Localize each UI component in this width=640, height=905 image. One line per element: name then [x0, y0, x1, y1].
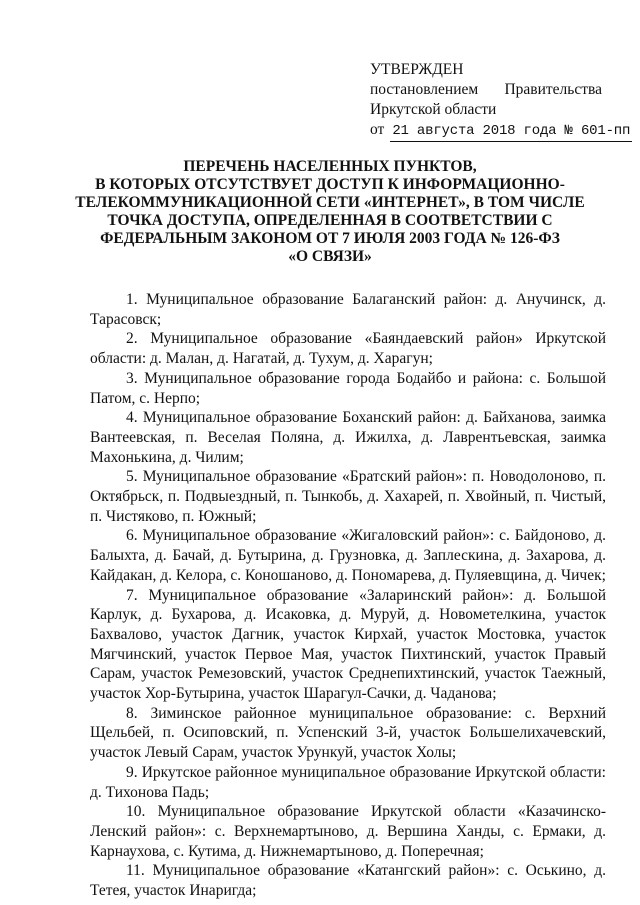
heading-line: В КОТОРЫХ ОТСУТСТВУЕТ ДОСТУП К ИНФОРМАЦИОННО-: [95, 176, 565, 193]
list-item: 9. Иркутское районное муниципальное образование Иркутской области: д. Тихонова Падь;: [90, 763, 606, 801]
approval-date-value: 21 августа 2018 года № 601-пп: [390, 121, 632, 142]
list-item: 7. Муниципальное образование «Заларинский район»: д. Большой Карлук, д. Бухарова, д. Исаковка, д. Муруй, д. Новометелкина, участок Бахвалово, участок Дагник, участок Кирхай, участок Мостовка, участок Мягчинский, участок Первое Мая, участок Пихтинский, участок Правый Сарам, участок Ремезовский, участок Среднепихтинский, участок Таежный, участок Хор-Бутырина, участок Шарагул-Сачки, д. Чаданова;: [90, 586, 606, 703]
approval-title: УТВЕРЖДЕН: [370, 61, 464, 78]
document-heading: [60, 158, 600, 266]
heading-line: ТОЧКА ДОСТУПА, ОПРЕДЕЛЕННАЯ В СООТВЕТСТВИИ С: [107, 212, 553, 229]
list-item: 2. Муниципальное образование «Баяндаевский район» Иркутской области: д. Малан, д. Нагатай, д. Тухум, д. Харагун;: [90, 330, 606, 368]
approval-date-prefix: от: [370, 121, 385, 138]
list-item: 1. Муниципальное образование Балаганский район: д. Анучинск, д. Тарасовск;: [90, 291, 606, 328]
list-item: 3. Муниципальное образование города Бодайбо и района: с. Большой Патом, с. Нерпо;: [90, 369, 606, 407]
list-item: 5. Муниципальное образование «Братский район»: п. Новодолоново, п. Октябрьск, п. Подвыездный, п. Тынкобь, д. Хахарей, п. Хвойный, п. Чистый, п. Чистяково, п. Южный;: [90, 468, 606, 525]
approval-stamp: [370, 60, 631, 142]
list-item: 8. Зиминское районное муниципальное образование: с. Верхний Щельбей, п. Осиповский, п. Успенский 3-й, участок Большелихачевский, участок Левый Сарам, участок Урункуй, участок Холы;: [90, 704, 606, 762]
heading-line: ФЕДЕРАЛЬНЫМ ЗАКОНОМ ОТ 7 ИЮЛЯ 2003 ГОДА № 126-ФЗ: [100, 230, 560, 247]
heading-line: ТЕЛЕКОММУНИКАЦИОННОЙ СЕТИ «ИНТЕРНЕТ», В ТОМ ЧИСЛЕ: [75, 194, 585, 211]
approval-government-word: Правительства: [504, 81, 602, 98]
heading-line: «О СВЯЗИ»: [288, 248, 372, 265]
list-item: 11. Муниципальное образование «Катангский район»: с. Оськино, д. Тетея, участок Инаригда;: [90, 862, 606, 900]
approval-date-line: [370, 120, 631, 142]
approval-region: Иркутской области: [370, 101, 497, 118]
settlements-list: [90, 290, 606, 901]
list-item: 4. Муниципальное образование Боханский район: д. Байханова, заимка Вантеевская, п. Веселая Поляна, д. Ижилха, д. Лаврентьевская, заимка Махонькина, д. Чилим;: [90, 409, 606, 466]
list-item: 6. Муниципальное образование «Жигаловский район»: с. Байдоново, д. Балыхта, д. Бачай, д. Бутырина, д. Грузновка, д. Заплескина, д. Захарова, д. Кайдакан, д. Келора, с. Коношаново, д. Пономарева, д. Пуляевщина, д. Чичек;: [90, 527, 606, 584]
approval-decree-word: постановлением: [370, 81, 479, 98]
approval-decree-line: [370, 80, 602, 100]
list-item: 10. Муниципальное образование Иркутской области «Казачинско-Ленский район»: с. Верхнемартыново, д. Вершина Ханды, с. Ермаки, д. Карнаухова, с. Кутима, д. Нижнемартыново, д. Поперечная;: [90, 803, 606, 860]
heading-line: ПЕРЕЧЕНЬ НАСЕЛЕННЫХ ПУНКТОВ,: [183, 158, 477, 175]
